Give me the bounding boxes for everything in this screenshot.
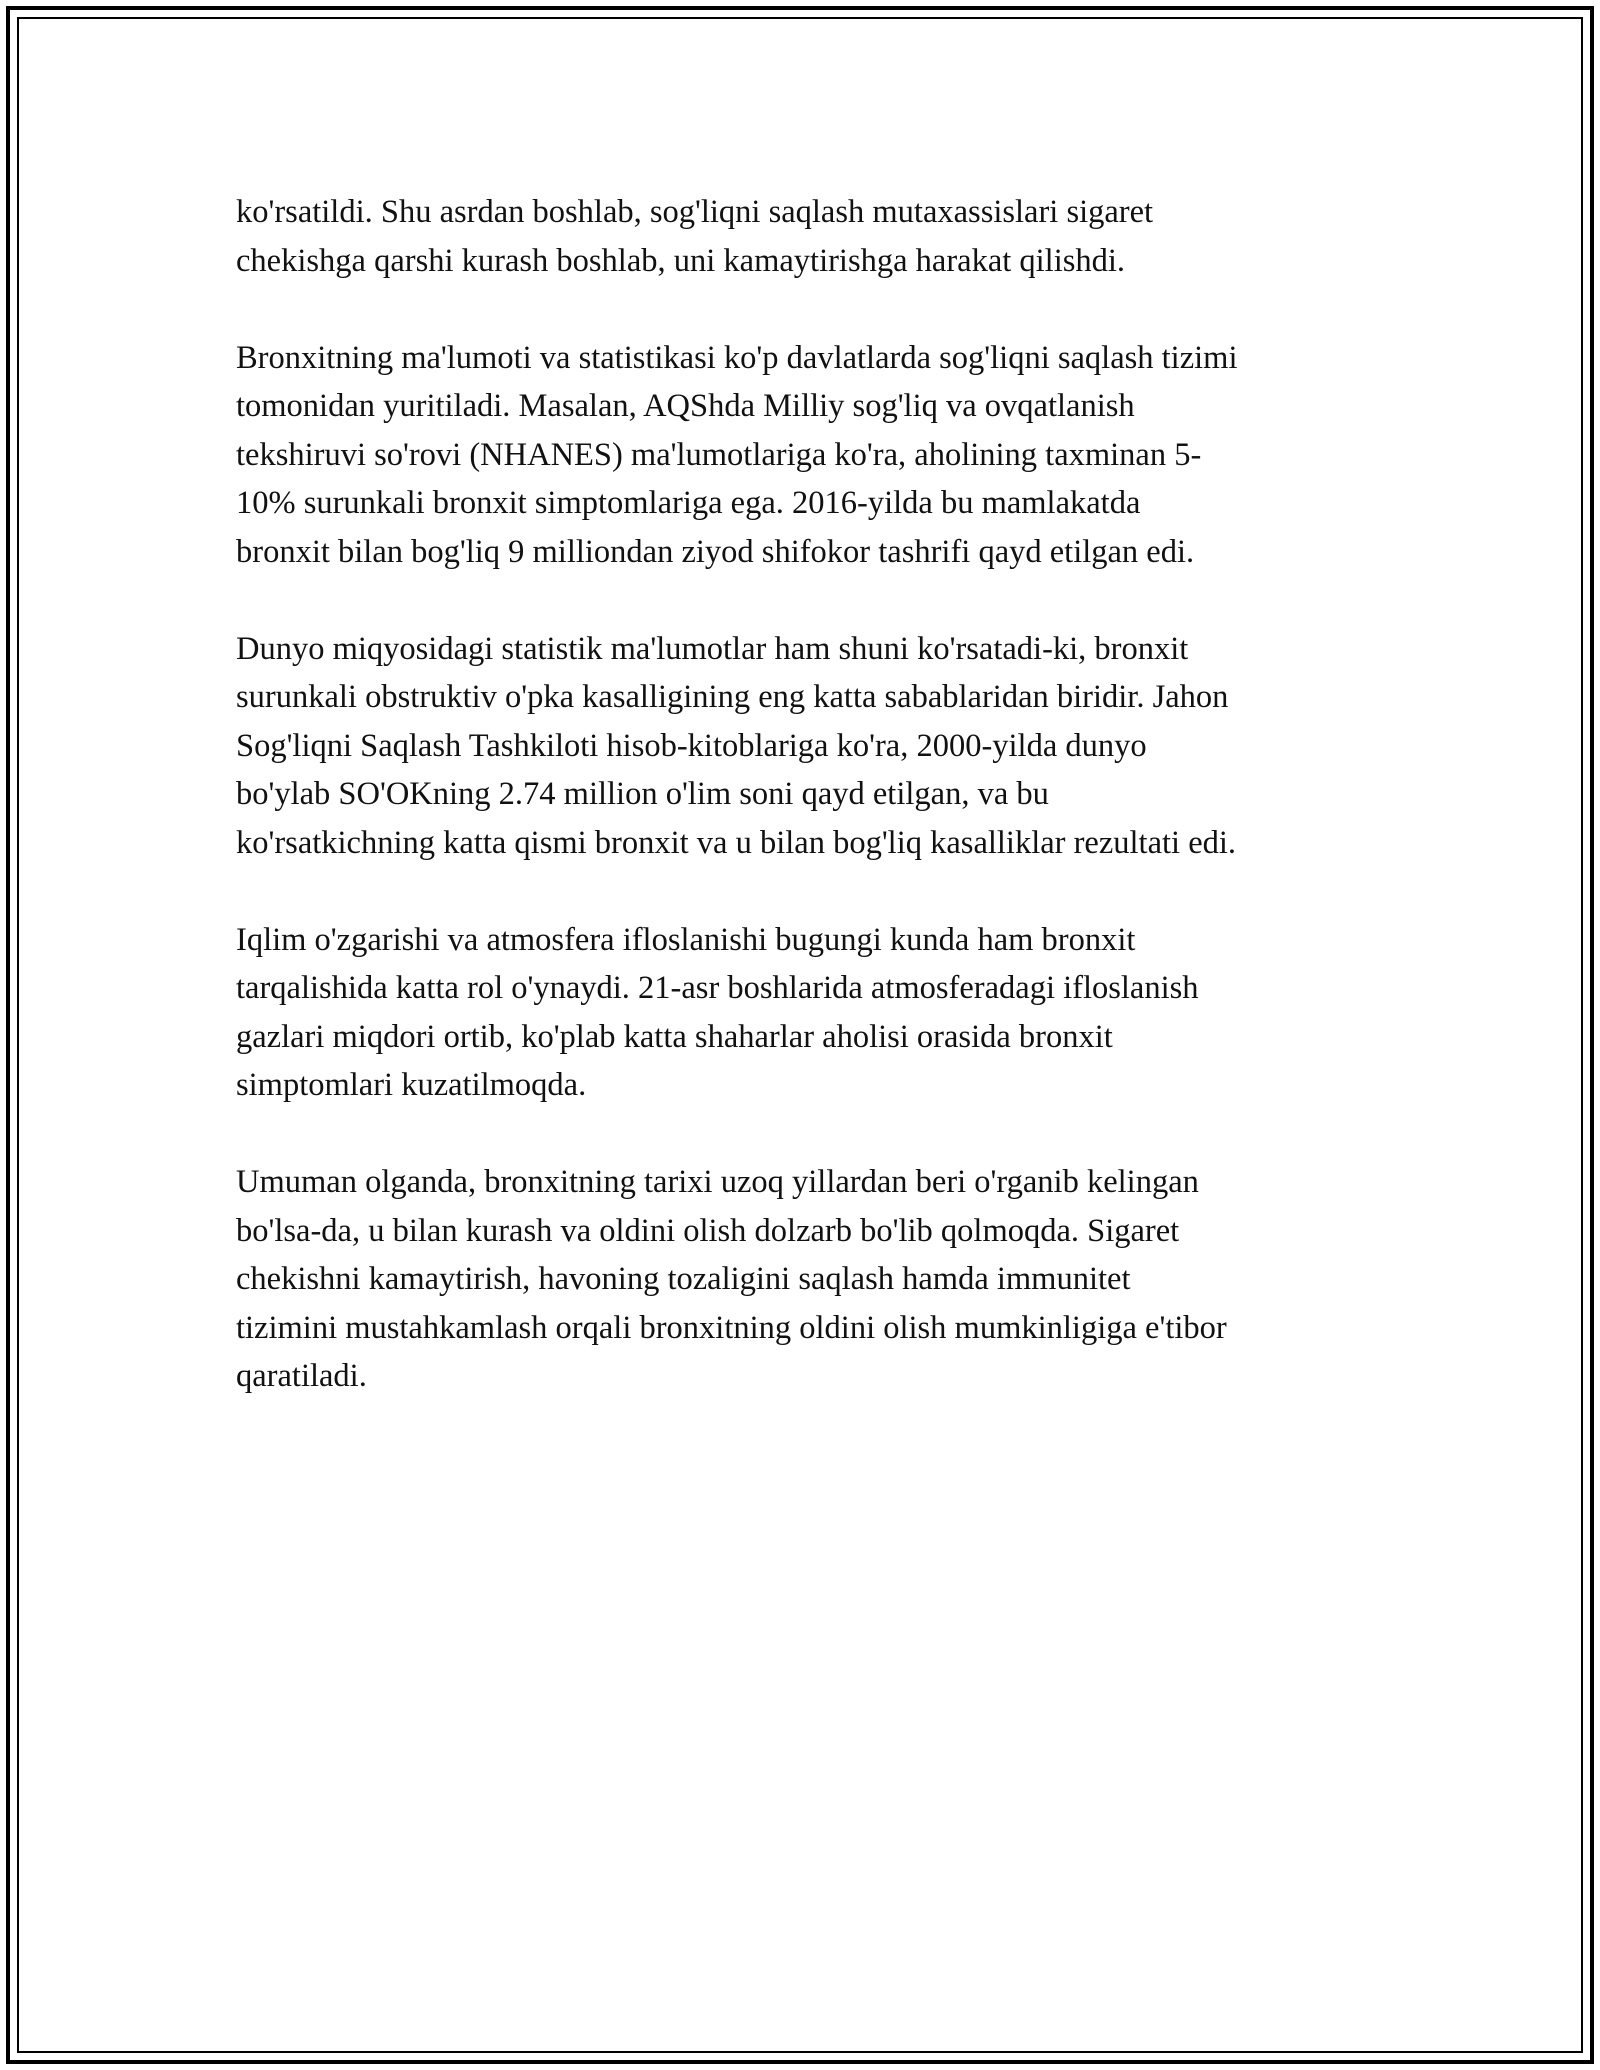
text-line: qaratiladi. — [236, 1358, 367, 1394]
text-line: Dunyo miqyosidagi statistik ma'lumotlar ham shuni ko'rsatadi-ki, bronxit — [236, 630, 1189, 667]
paragraph-climate — [236, 916, 1386, 1110]
text-line: surunkali obstruktiv o'pka kasalligining eng katta sabablaridan biridir. Jahon — [236, 679, 1229, 715]
paragraph-continuation — [236, 188, 1386, 285]
text-line: Umuman olganda, bronxitning tarixi uzoq yillardan beri o'rganib kelingan — [236, 1164, 1199, 1200]
paragraph-statistics — [236, 334, 1386, 577]
text-line: tekshiruvi so'rovi (NHANES) ma'lumotlariga ko'ra, aholining taxminan 5- — [236, 436, 1202, 473]
text-line: ko'rsatildi. Shu asrdan boshlab, sog'liqni saqlash mutaxassislari sigaret — [236, 194, 1154, 230]
text-line: tomonidan yuritiladi. Masalan, AQShda Milliy sog'liq va ovqatlanish — [236, 388, 1135, 424]
text-line: bo'ylab SO'OKning 2.74 million o'lim soni qayd etilgan, va bu — [236, 776, 1049, 812]
text-line: ko'rsatkichning katta qismi bronxit va u bilan bog'liq kasalliklar rezultati edi. — [236, 824, 1237, 861]
text-line: chekishni kamaytirish, havoning tozaligini saqlash hamda immunitet — [236, 1261, 1131, 1297]
paragraph-world-statistics — [236, 625, 1386, 868]
text-line: Iqlim o'zgarishi va atmosfera ifloslanishi bugungi kunda ham bronxit — [236, 921, 1136, 958]
text-line: bo'lsa-da, u bilan kurash va oldini olish dolzarb bo'lib qolmoqda. Sigaret — [236, 1212, 1180, 1249]
text-line: tarqalishida katta rol o'ynaydi. 21-asr boshlarida atmosferadagi ifloslanish — [236, 970, 1199, 1006]
document-body — [236, 188, 1386, 1449]
text-line: simptomlari kuzatilmoqda. — [236, 1067, 587, 1103]
text-line: 10% surunkali bronxit simptomlariga ega. 2016-yilda bu mamlakatda — [236, 485, 1141, 521]
text-line: tizimini mustahkamlash orqali bronxitning oldini olish mumkinligiga e'tibor — [236, 1309, 1227, 1346]
text-line: Sog'liqni Saqlash Tashkiloti hisob-kitoblariga ko'ra, 2000-yilda dunyo — [236, 727, 1147, 764]
text-line: gazlari miqdori ortib, ko'plab katta shaharlar aholisi orasida bronxit — [236, 1018, 1113, 1055]
text-line: chekishga qarshi kurash boshlab, uni kamaytirishga harakat qilishdi. — [236, 242, 1126, 279]
text-line: Bronxitning ma'lumoti va statistikasi ko'p davlatlarda sog'liqni saqlash tizimi — [236, 339, 1238, 376]
paragraph-conclusion — [236, 1158, 1386, 1401]
text-line: bronxit bilan bog'liq 9 milliondan ziyod shifokor tashrifi qayd etilgan edi. — [236, 533, 1195, 570]
